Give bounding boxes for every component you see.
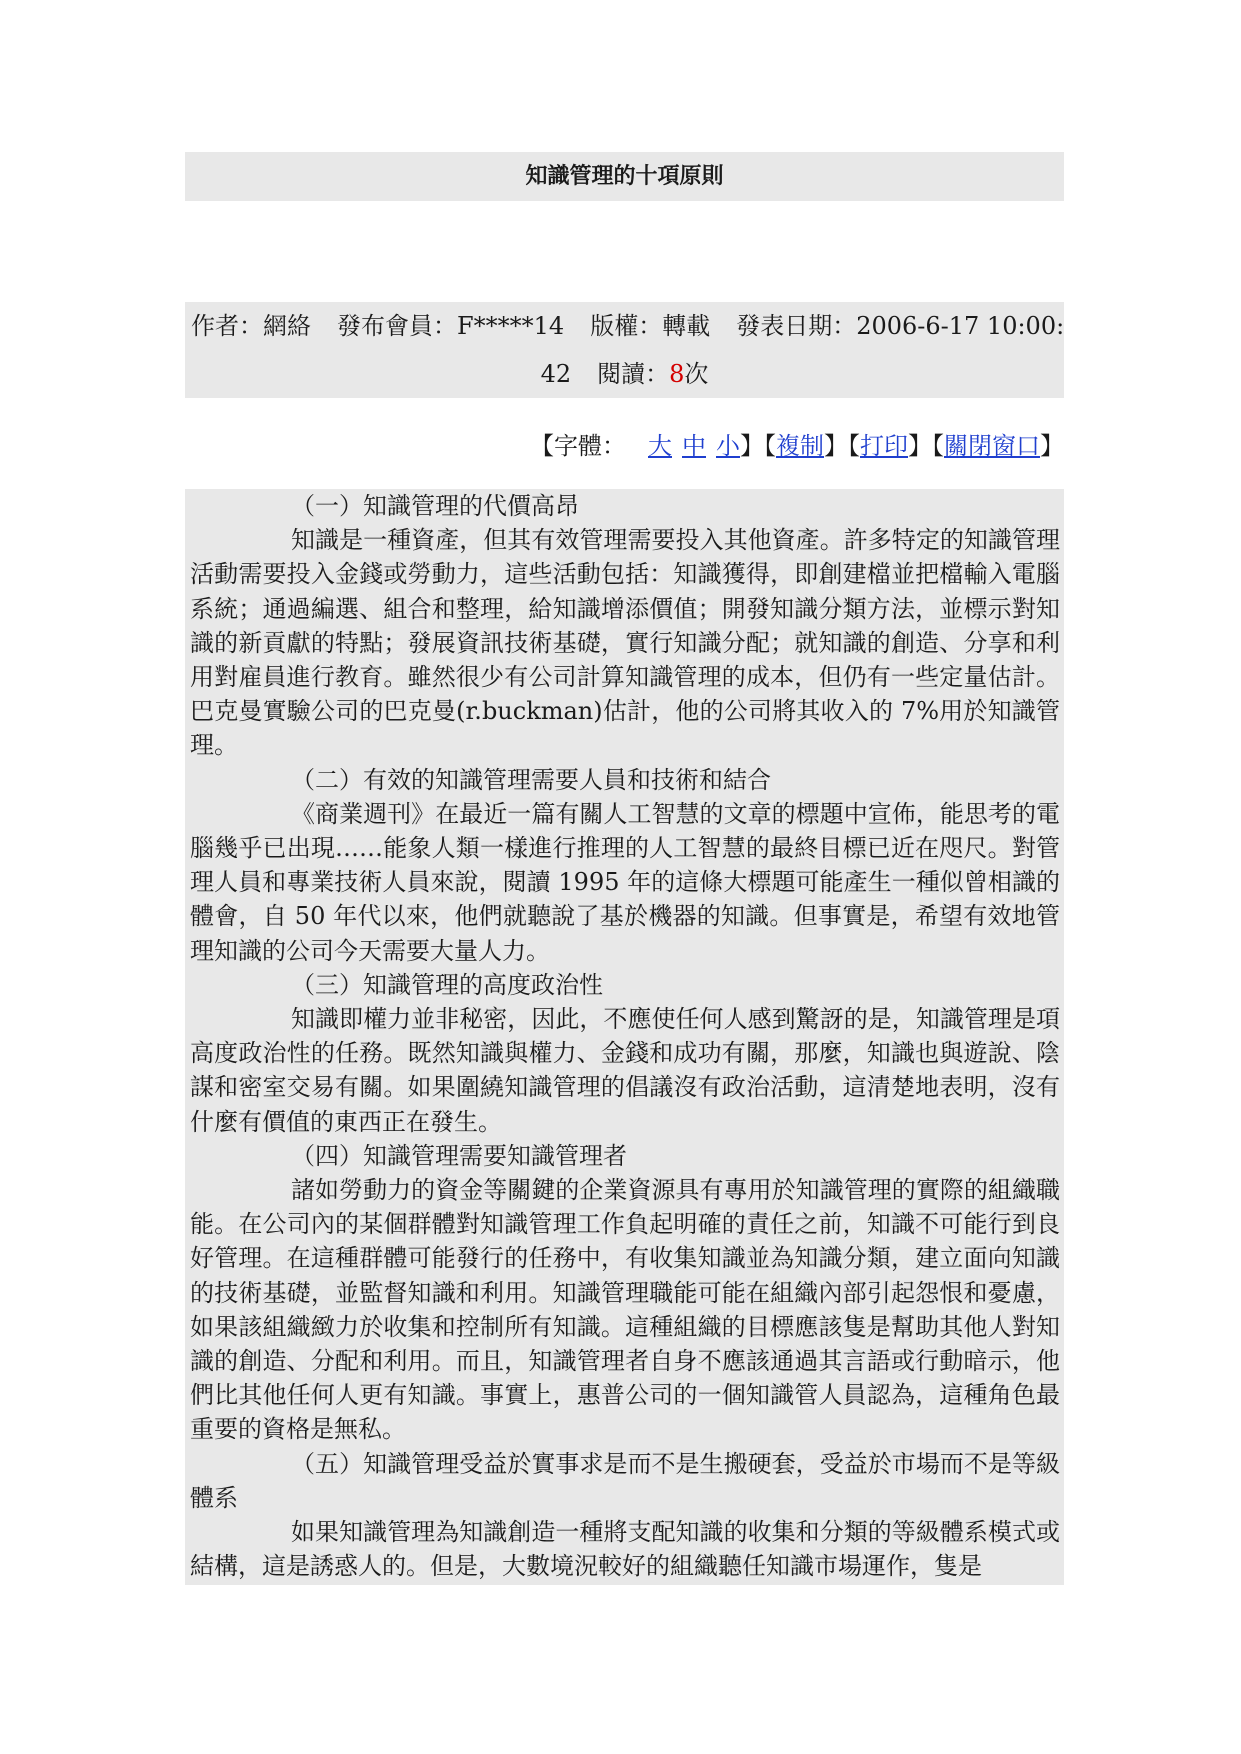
meta-author: 作者：網絡 (191, 312, 311, 340)
section-heading-2: （二）有效的知識管理需要人員和技術和結合 (291, 765, 771, 794)
font-size-label: 【字體： (530, 432, 626, 460)
font-large-link[interactable]: 大 (648, 432, 672, 460)
paragraph-3: 知識即權力並非秘密，因此，不應使任何人感到驚訝的是，知識管理是項高度政治性的任務。既然知識與權力、金錢和成功有關，那麼，知識也與遊說、陰謀和密室交易有關。如果圍繞知識管理的倡議沒有政治活動，這清楚地表明，沒有什麼有價值的東西正在發生。 (190, 1005, 1060, 1136)
paragraph-1: 知識是一種資產，但其有效管理需要投入其他資產。許多特定的知識管理活動需要投入金錢或勞動力，這些活動包括：知識獲得，即創建檔並把檔輸入電腦系統；通過編選、組合和整理，給知識增添價值；開發知識分類方法，並標示對知識的新貢獻的特點；發展資訊技術基礎，實行知識分配；就知識的創造、分享和利用對雇員進行教育。雖然很少有公司計算知識管理的成本，但仍有一些定量估計。巴克曼實驗公司的巴克曼(r.buckman)估計，他的公司將其收入的 7%用於知識管理。 (190, 526, 1060, 760)
section-heading-3: （三）知識管理的高度政治性 (291, 970, 603, 999)
article-title: 知識管理的十項原則 (185, 152, 1064, 201)
section-heading-5: （五）知識管理受益於實事求是而不是生搬硬套，受益於市場而不是等級體系 (190, 1449, 1060, 1512)
section-heading-4: （四）知識管理需要知識管理者 (291, 1141, 627, 1170)
meta-date: 發表日期：2006-6-17 10:00: (736, 312, 1064, 340)
bracket-close: 】 (740, 432, 764, 460)
bracket-end: 】 (1040, 432, 1064, 460)
meta-member: 發布會員：F*****14 (337, 312, 565, 340)
font-medium-link[interactable]: 中 (682, 432, 706, 460)
article-body (185, 489, 1064, 1585)
meta-line-1 (191, 309, 1064, 343)
meta-reads-label: 閱讀： (597, 360, 670, 388)
paragraph-2: 《商業週刊》在最近一篇有關人工智慧的文章的標題中宣佈，能思考的電腦幾乎已出現……能象人類一樣進行推理的人工智慧的最終目標已近在咫尺。對管理人員和專業技術人員來說，閱讀 1995 年的這條大標題可能產生一種似曾相識的體會，自 50 年代以來，他們就聽說了基於機器的知識。但事實是，希望有效地管理知識的公司今天需要大量人力。 (190, 799, 1060, 965)
copy-link[interactable]: 複制 (776, 432, 824, 460)
section-heading-1: （一）知識管理的代價高昂 (291, 492, 579, 520)
font-small-link[interactable]: 小 (716, 432, 740, 460)
bracket-sep-1: 】【 (824, 432, 860, 460)
bracket-open: 【 (764, 432, 776, 460)
bracket-sep-2: 】【 (908, 432, 944, 460)
meta-date-cont: 42 (540, 360, 572, 388)
article-meta (185, 302, 1064, 398)
article-toolbar (185, 428, 1064, 464)
meta-reads-unit: 次 (684, 360, 709, 388)
close-window-link[interactable]: 關閉窗口 (944, 432, 1040, 460)
paragraph-4: 諸如勞動力的資金等關鍵的企業資源具有專用於知識管理的實際的組織職能。在公司內的某個群體對知識管理工作負起明確的責任之前，知識不可能行到良好管理。在這種群體可能發行的任務中，有收集知識並為知識分類，建立面向知識的技術基礎，並監督知識和利用。知識管理職能可能在組織內部引起怨恨和憂慮，如果該組織緻力於收集和控制所有知識。這種組織的目標應該隻是幫助其他人對知識的創造、分配和利用。而且，知識管理者自身不應該通過其言語或行動暗示，他們比其他任何人更有知識。事實上，惠普公司的一個知識管人員認為，這種角色最重要的資格是無私。 (190, 1176, 1060, 1444)
meta-rights: 版權：轉載 (590, 312, 711, 340)
print-link[interactable]: 打印 (860, 432, 908, 460)
paragraph-5: 如果知識管理為知識創造一種將支配知識的收集和分類的等級體系模式或結構，這是誘惑人的。但是，大數境況較好的組織聽任知識市場運作，隻是 (190, 1518, 1060, 1581)
meta-reads-count: 8 (669, 360, 685, 388)
meta-line-2 (185, 357, 1064, 391)
